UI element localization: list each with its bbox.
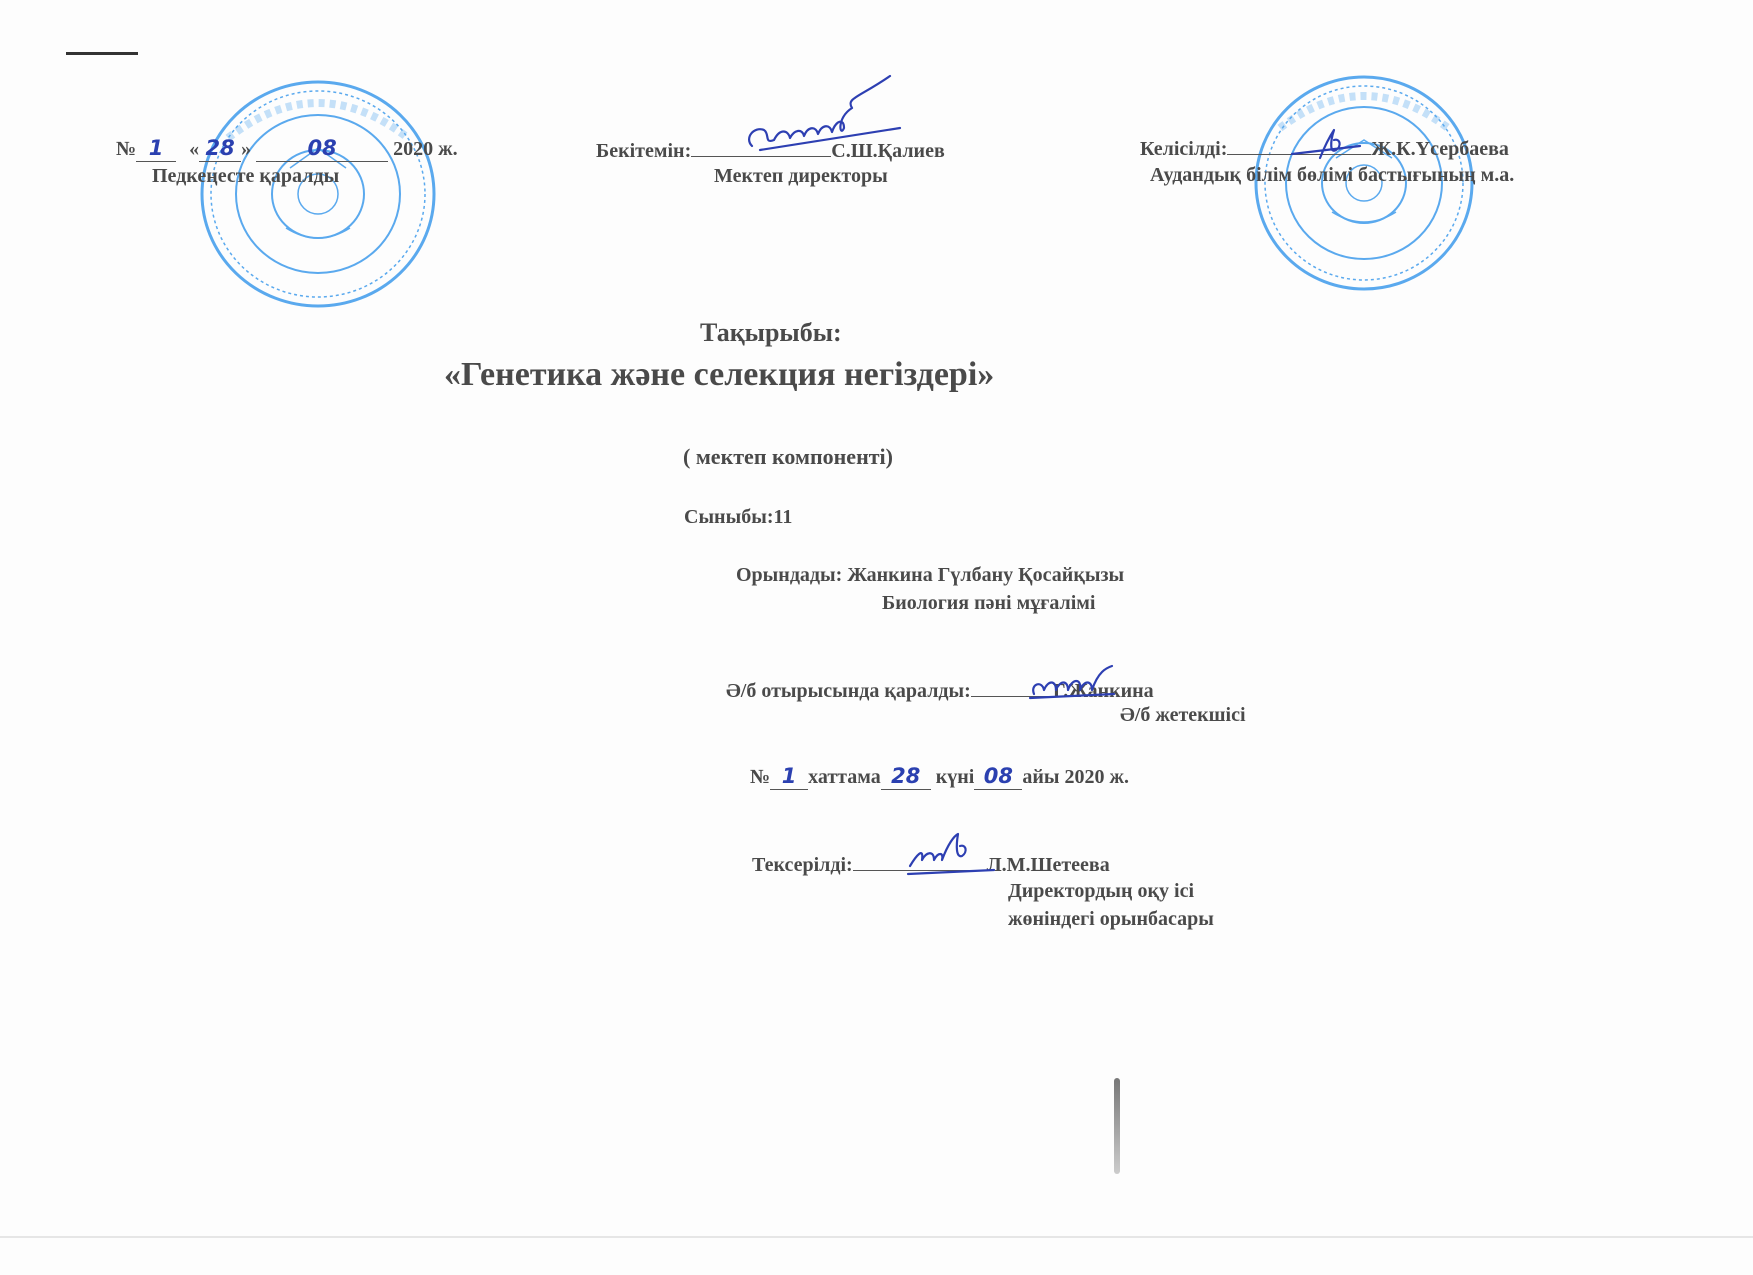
agreed-label: Келісілді:	[1140, 138, 1228, 160]
signature-icon	[740, 68, 910, 158]
protocol-number-value: 1	[148, 136, 164, 160]
day-value: 28	[891, 764, 921, 788]
quote-open: «	[189, 138, 200, 160]
deputy-role-2: жөніндегі орынбасары	[1008, 908, 1214, 930]
mo-head-name: Г.Жанкина	[1052, 680, 1154, 702]
topic-label: Тақырыбы:	[700, 318, 842, 347]
pedcouncil-date-line	[116, 136, 458, 162]
director-name: С.Ш.Қалиев	[831, 140, 945, 162]
number-sign: №	[116, 138, 137, 160]
approve-label: Бекітемін:	[596, 140, 692, 162]
year-text: 2020 ж.	[393, 138, 458, 160]
protocol-number-value: 1	[781, 764, 797, 788]
signature-icon	[1028, 664, 1118, 704]
round-stamp-icon	[198, 78, 438, 310]
performer-role: Биология пәні мұғалімі	[882, 592, 1096, 614]
signature-icon	[1290, 124, 1370, 170]
head-name: Ж.К.Үсербаева	[1371, 138, 1509, 160]
scan-smudge	[1114, 1078, 1120, 1174]
grade-text: Сыныбы:11	[684, 506, 793, 528]
protocol-line	[750, 764, 1129, 790]
word-day: күні	[935, 766, 975, 788]
mo-head-role: Ә/б жетекшісі	[1120, 704, 1246, 726]
month-field	[974, 764, 1022, 790]
signature-icon	[904, 826, 1000, 880]
month-value: 08	[307, 136, 337, 160]
scan-mark	[66, 52, 138, 55]
pedcouncil-caption: Педкеңесте қаралды	[152, 165, 340, 187]
protocol-number-field	[136, 136, 176, 162]
performer-line	[736, 564, 1124, 587]
number-sign: №	[750, 766, 771, 788]
mo-review-label: Ә/б отырысында қаралды:	[726, 680, 971, 702]
head-role: Аудандық білім бөлімі бастығының м.а.	[1150, 164, 1515, 186]
deputy-name: Л.М.Шетеева	[986, 854, 1110, 876]
checked-label: Тексерілді:	[752, 854, 853, 876]
performer-label: Орындады:	[736, 564, 843, 586]
day-field	[199, 136, 241, 162]
scan-edge	[0, 1236, 1753, 1238]
topic-title: «Генетика және селекция негіздері»	[444, 356, 995, 393]
performer-name: Жанкина Гүлбану Қосайқызы	[847, 564, 1125, 586]
day-value: 28	[205, 136, 235, 160]
word-protocol: хаттама	[808, 766, 881, 788]
component-note: ( мектеп компоненті)	[683, 444, 893, 469]
day-field	[881, 764, 931, 790]
quote-close: »	[241, 138, 252, 160]
protocol-number-field	[770, 764, 808, 790]
director-role: Мектеп директоры	[714, 165, 888, 187]
month-field	[256, 136, 388, 162]
word-month: айы 2020 ж.	[1022, 766, 1129, 788]
month-value: 08	[983, 764, 1013, 788]
deputy-role-1: Директордың оқу ісі	[1008, 880, 1194, 902]
